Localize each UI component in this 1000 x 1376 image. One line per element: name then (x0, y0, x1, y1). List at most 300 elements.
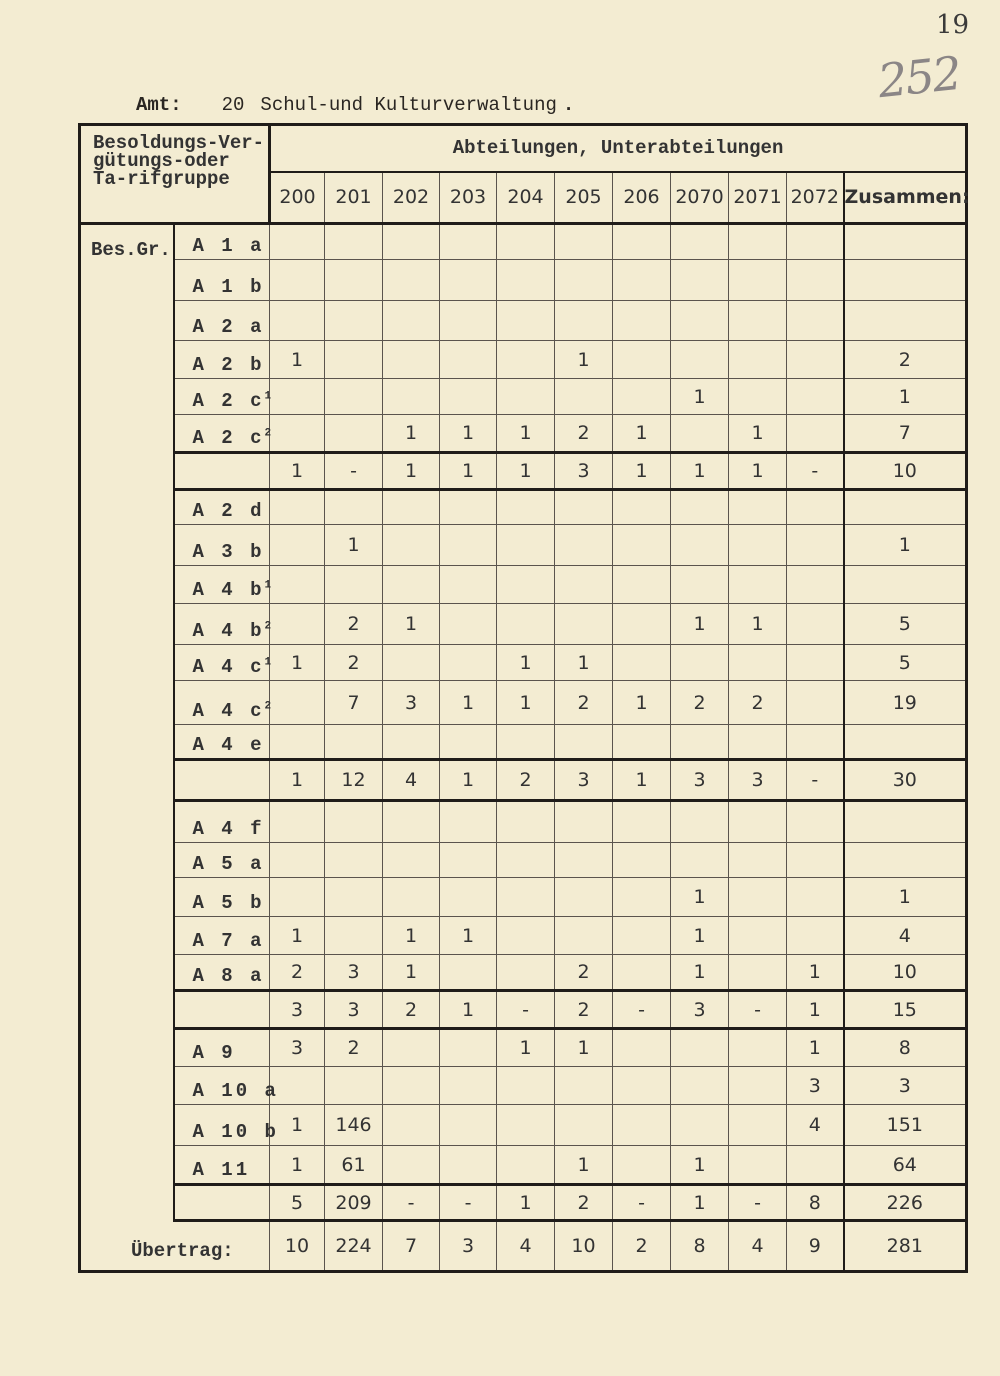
count-cell (497, 801, 555, 843)
grade-label (174, 1146, 270, 1185)
count-cell (787, 645, 844, 681)
count-cell: 3 (325, 955, 383, 991)
count-cell (497, 843, 555, 878)
count-cell (613, 566, 671, 604)
count-cell: 2 (555, 1185, 613, 1221)
grade-text: A 3 b (192, 541, 265, 563)
subtotal-row (80, 453, 967, 490)
count-cell (613, 645, 671, 681)
count-cell (440, 260, 497, 301)
count-cell (613, 341, 671, 379)
subtotal-row (80, 991, 967, 1029)
count-cell: 1 (270, 453, 325, 490)
count-cell (325, 843, 383, 878)
count-cell (270, 843, 325, 878)
column-header: 201 (325, 172, 383, 224)
count-cell (440, 645, 497, 681)
grade-superscript: 1 (264, 390, 272, 403)
count-cell (787, 843, 844, 878)
grade-text: A 1 a (192, 235, 265, 257)
count-cell (787, 341, 844, 379)
count-cell (383, 1105, 440, 1146)
table-row (80, 681, 967, 725)
count-cell (383, 341, 440, 379)
grade-label (174, 878, 270, 917)
count-cell: 4 (787, 1105, 844, 1146)
table-row (80, 260, 967, 301)
count-cell: 1 (671, 604, 729, 645)
uebertrag-label: Übertrag: (80, 1221, 270, 1272)
count-cell: 1 (671, 1185, 729, 1221)
besgr-label: Bes.Gr. (80, 224, 174, 1221)
count-cell (671, 1105, 729, 1146)
count-cell: 1 (440, 415, 497, 453)
count-cell (325, 379, 383, 415)
count-cell: 1 (613, 681, 671, 725)
total-cell: 8 (844, 1029, 967, 1067)
table-row (80, 525, 967, 566)
grade-text: A 4 b (192, 579, 265, 601)
count-cell (270, 490, 325, 525)
count-cell (497, 1105, 555, 1146)
count-cell (555, 917, 613, 955)
count-cell: 1 (270, 341, 325, 379)
grade-superscript: 1 (264, 656, 272, 669)
subtotal-row (80, 760, 967, 801)
count-cell: - (729, 1185, 787, 1221)
table-row (80, 566, 967, 604)
count-cell (787, 301, 844, 341)
count-cell: 1 (383, 955, 440, 991)
grade-superscript: 2 (264, 620, 272, 633)
count-cell (270, 260, 325, 301)
count-cell (497, 301, 555, 341)
grade-superscript: 2 (264, 700, 272, 713)
grade-label (174, 490, 270, 525)
count-cell (729, 645, 787, 681)
count-cell: 8 (787, 1185, 844, 1221)
subtotal-row (80, 1185, 967, 1221)
amt-name: Schul-und Kulturverwaltung (260, 94, 557, 116)
grade-text: A 10 a (192, 1080, 279, 1102)
count-cell (555, 379, 613, 415)
column-header: 200 (270, 172, 325, 224)
grade-label (174, 801, 270, 843)
count-cell: 3 (270, 991, 325, 1029)
grade-label (174, 955, 270, 991)
count-cell (383, 301, 440, 341)
count-cell (555, 525, 613, 566)
count-cell: 1 (440, 991, 497, 1029)
grade-label (174, 379, 270, 415)
count-cell: 2 (270, 955, 325, 991)
count-cell (671, 725, 729, 760)
count-cell: 1 (497, 681, 555, 725)
table-row (80, 379, 967, 415)
total-cell: 19 (844, 681, 967, 725)
count-cell (555, 260, 613, 301)
count-cell (440, 525, 497, 566)
count-cell (729, 224, 787, 260)
count-cell (270, 801, 325, 843)
grade-text: A 4 c (192, 656, 265, 678)
count-cell (497, 525, 555, 566)
column-header: 202 (383, 172, 440, 224)
grade-text: A 2 c (192, 390, 265, 412)
count-cell (383, 645, 440, 681)
count-cell (613, 878, 671, 917)
count-cell: 1 (613, 760, 671, 801)
grade-text: A 2 d (192, 500, 265, 522)
count-cell: 1 (555, 341, 613, 379)
count-cell: 2 (555, 681, 613, 725)
abteilungen-header: Abteilungen, Unterabteilungen (270, 125, 967, 172)
grade-label (174, 525, 270, 566)
count-cell: 1 (440, 917, 497, 955)
count-cell: 3 (555, 453, 613, 490)
count-cell (440, 725, 497, 760)
count-cell: 1 (383, 453, 440, 490)
grade-label (174, 1105, 279, 1146)
table-row (80, 301, 967, 341)
table-row (80, 1105, 967, 1146)
count-cell (787, 415, 844, 453)
total-cell (844, 843, 967, 878)
count-cell (671, 566, 729, 604)
count-cell: 1 (497, 453, 555, 490)
grade-text: A 11 (192, 1159, 251, 1181)
table-row (80, 490, 967, 525)
count-cell (613, 379, 671, 415)
count-cell (555, 224, 613, 260)
count-cell (729, 725, 787, 760)
count-cell (729, 260, 787, 301)
uebertrag-row (80, 1221, 967, 1272)
count-cell (613, 1067, 671, 1105)
grade-label (174, 760, 270, 801)
total-cell: 226 (844, 1185, 967, 1221)
total-cell (844, 490, 967, 525)
count-cell: - (325, 453, 383, 490)
count-cell (787, 224, 844, 260)
count-cell: 1 (787, 955, 844, 991)
count-cell (555, 725, 613, 760)
count-cell: 2 (497, 760, 555, 801)
count-cell (383, 525, 440, 566)
grade-text: A 5 b (192, 892, 265, 914)
count-cell (383, 878, 440, 917)
count-cell: 2 (555, 955, 613, 991)
count-cell (555, 1105, 613, 1146)
total-cell (844, 566, 967, 604)
count-cell (613, 224, 671, 260)
count-cell (325, 801, 383, 843)
count-cell: 1 (270, 1146, 325, 1185)
count-cell: 1 (555, 1029, 613, 1067)
count-cell (270, 681, 325, 725)
count-cell (383, 490, 440, 525)
table-row (80, 1146, 967, 1185)
count-cell (383, 260, 440, 301)
count-cell (613, 801, 671, 843)
count-cell (613, 1029, 671, 1067)
count-cell (671, 843, 729, 878)
count-cell: 1 (671, 1146, 729, 1185)
count-cell (325, 725, 383, 760)
total-cell (844, 725, 967, 760)
grade-text: A 5 a (192, 853, 265, 875)
count-cell (325, 224, 383, 260)
count-cell: 2 (555, 415, 613, 453)
count-cell: - (787, 453, 844, 490)
grade-text: A 1 b (192, 276, 265, 298)
count-cell: 2 (729, 681, 787, 725)
count-cell (497, 566, 555, 604)
total-cell (844, 801, 967, 843)
total-cell: 5 (844, 645, 967, 681)
count-cell (613, 490, 671, 525)
count-cell (613, 1105, 671, 1146)
count-cell: 2 (383, 991, 440, 1029)
count-cell (729, 1067, 787, 1105)
count-cell (555, 1067, 613, 1105)
table-row (80, 415, 967, 453)
grade-text: A 2 a (192, 316, 265, 338)
count-cell (671, 301, 729, 341)
count-cell: - (729, 991, 787, 1029)
count-cell: 1 (729, 415, 787, 453)
count-cell: 3 (787, 1067, 844, 1105)
count-cell (440, 1067, 497, 1105)
count-cell: 1 (497, 415, 555, 453)
grade-label (174, 566, 270, 604)
count-cell (671, 224, 729, 260)
count-cell: 1 (325, 525, 383, 566)
count-cell (270, 566, 325, 604)
grade-text: A 4 f (192, 818, 265, 840)
count-cell (497, 878, 555, 917)
count-cell (555, 566, 613, 604)
grade-label (174, 1185, 270, 1221)
count-cell: 2 (325, 1029, 383, 1067)
count-cell (325, 301, 383, 341)
count-cell (383, 725, 440, 760)
count-cell (497, 725, 555, 760)
total-cell: 4 (844, 917, 967, 955)
count-cell (325, 415, 383, 453)
count-cell: 12 (325, 760, 383, 801)
count-cell: 1 (613, 415, 671, 453)
grade-label (174, 301, 270, 341)
count-cell: 9 (787, 1221, 844, 1272)
count-cell (383, 1146, 440, 1185)
count-cell: 10 (555, 1221, 613, 1272)
count-cell: 2 (325, 645, 383, 681)
count-cell: 1 (671, 878, 729, 917)
table-row (80, 341, 967, 379)
count-cell (440, 878, 497, 917)
count-cell (729, 301, 787, 341)
count-cell (671, 1067, 729, 1105)
count-cell: 1 (729, 604, 787, 645)
count-cell: 7 (383, 1221, 440, 1272)
grade-label (174, 1029, 270, 1067)
count-cell (440, 604, 497, 645)
count-cell (325, 917, 383, 955)
count-cell (555, 801, 613, 843)
count-cell (383, 1029, 440, 1067)
count-cell: 1 (555, 645, 613, 681)
count-cell (497, 341, 555, 379)
count-cell (671, 525, 729, 566)
count-cell (325, 260, 383, 301)
total-cell (844, 224, 967, 260)
count-cell (497, 1146, 555, 1185)
table-row (80, 725, 967, 760)
grade-label (174, 843, 270, 878)
count-cell (497, 917, 555, 955)
count-cell (671, 1029, 729, 1067)
table-row (80, 878, 967, 917)
count-cell: 61 (325, 1146, 383, 1185)
count-cell (613, 917, 671, 955)
count-cell: 1 (440, 453, 497, 490)
count-cell (787, 379, 844, 415)
count-cell (270, 525, 325, 566)
grade-label (174, 453, 270, 490)
count-cell: 3 (729, 760, 787, 801)
handwritten-number: 252 (875, 45, 963, 109)
count-cell (555, 843, 613, 878)
count-cell: 2 (325, 604, 383, 645)
count-cell (440, 379, 497, 415)
count-cell: 1 (671, 379, 729, 415)
count-cell (729, 1105, 787, 1146)
count-cell (270, 725, 325, 760)
count-cell: 10 (270, 1221, 325, 1272)
grade-text: A 4 b (192, 620, 265, 642)
count-cell (440, 490, 497, 525)
count-cell (613, 525, 671, 566)
count-cell: 1 (497, 1185, 555, 1221)
grade-superscript: 2 (264, 427, 272, 440)
count-cell: 2 (555, 991, 613, 1029)
count-cell: 1 (497, 1029, 555, 1067)
column-header: 2072 (787, 172, 844, 224)
count-cell (671, 645, 729, 681)
count-cell (729, 955, 787, 991)
count-cell: 1 (671, 955, 729, 991)
count-cell: 1 (671, 917, 729, 955)
total-cell (844, 260, 967, 301)
count-cell: 1 (613, 453, 671, 490)
column-header: 206 (613, 172, 671, 224)
total-column-header: Zusammen: (844, 172, 967, 224)
table-row (80, 843, 967, 878)
count-cell: 1 (729, 453, 787, 490)
count-cell (787, 801, 844, 843)
count-cell (787, 1146, 844, 1185)
count-cell (497, 224, 555, 260)
grade-label (174, 341, 270, 379)
table-row (80, 955, 967, 991)
count-cell (729, 1029, 787, 1067)
count-cell (383, 801, 440, 843)
count-cell: 3 (440, 1221, 497, 1272)
grade-label (174, 645, 270, 681)
count-cell: 4 (729, 1221, 787, 1272)
count-cell (440, 224, 497, 260)
count-cell (325, 1067, 383, 1105)
amt-header (136, 94, 574, 116)
count-cell (383, 843, 440, 878)
count-cell (729, 566, 787, 604)
count-cell: 3 (671, 991, 729, 1029)
count-cell (440, 566, 497, 604)
count-cell (613, 955, 671, 991)
grade-text: A 7 a (192, 930, 265, 952)
grade-label (174, 917, 270, 955)
grade-text: A 4 e (192, 734, 265, 756)
count-cell (440, 955, 497, 991)
count-cell (787, 490, 844, 525)
count-cell: 1 (383, 415, 440, 453)
count-cell (671, 415, 729, 453)
count-cell (383, 379, 440, 415)
count-cell (671, 801, 729, 843)
count-cell (729, 1146, 787, 1185)
count-cell (787, 725, 844, 760)
count-cell (270, 604, 325, 645)
count-cell: 1 (440, 760, 497, 801)
count-cell: 1 (383, 917, 440, 955)
total-cell: 1 (844, 878, 967, 917)
count-cell (497, 260, 555, 301)
count-cell (787, 681, 844, 725)
grade-label (174, 415, 270, 453)
count-cell (440, 341, 497, 379)
count-cell (270, 379, 325, 415)
count-cell (383, 224, 440, 260)
count-cell (440, 301, 497, 341)
total-cell: 1 (844, 525, 967, 566)
count-cell: 1 (440, 681, 497, 725)
count-cell (383, 566, 440, 604)
total-cell: 30 (844, 760, 967, 801)
count-cell (729, 801, 787, 843)
page-number: 19 (936, 10, 970, 40)
total-cell: 2 (844, 341, 967, 379)
amt-label: Amt: (136, 94, 182, 116)
count-cell (613, 604, 671, 645)
grade-label (174, 604, 270, 645)
count-cell (729, 341, 787, 379)
column-header: 205 (555, 172, 613, 224)
count-cell: 224 (325, 1221, 383, 1272)
count-cell (555, 878, 613, 917)
count-cell: 1 (555, 1146, 613, 1185)
total-cell: 15 (844, 991, 967, 1029)
count-cell (787, 604, 844, 645)
total-cell: 151 (844, 1105, 967, 1146)
staff-table (78, 123, 968, 1273)
count-cell (497, 379, 555, 415)
count-cell (729, 878, 787, 917)
grade-superscript: 1 (264, 579, 272, 592)
count-cell (270, 301, 325, 341)
count-cell: 1 (497, 645, 555, 681)
count-cell: 3 (270, 1029, 325, 1067)
